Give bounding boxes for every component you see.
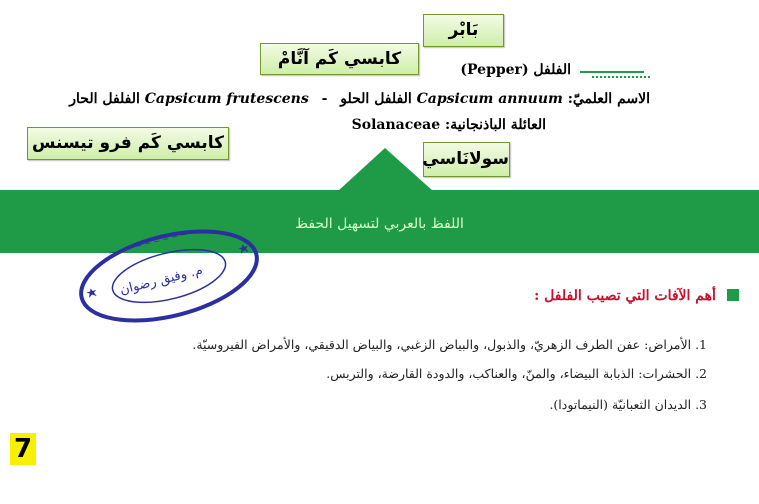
pepper-name-line: الفلفل (Pepper)	[460, 62, 571, 78]
sci-sweet: الفلفل الحلو	[340, 91, 412, 107]
label-kabsi-frutescens: كابسي كَم فرو تيسنس	[27, 127, 229, 160]
band-pointer	[338, 148, 434, 192]
page-number: 7	[10, 433, 36, 465]
list-item: 1. الأمراض: عفن الطرف الزهريّ، والذبول، والبياض الزغبي، والبياض الدقيقي، والأمراض الفيروسيّة.	[192, 337, 707, 352]
svg-text:م. وفيق رضوان: م. وفيق رضوان	[118, 262, 205, 299]
scientific-name-line	[69, 91, 650, 107]
list-item: 3. الديدان الثعبانيّة (النيماتودا).	[549, 397, 707, 412]
green-square-bullet	[727, 289, 739, 301]
sci-hot: الفلفل الحار	[69, 91, 140, 107]
list-item: 2. الحشرات: الذبابة البيضاء، والمنّ، والعناكب، والدودة القارضة، والتربس.	[326, 366, 707, 381]
sci-prefix: الاسم العلميّ:	[567, 91, 650, 107]
section-heading	[534, 285, 739, 304]
svg-text:~ ~ ~ ~ ~ ~ ~ ~ ~ ~: ~ ~ ~ ~ ~ ~ ~ ~ ~ ~	[107, 227, 198, 258]
family-line: العائلة الباذنجانية: Solanaceae	[351, 117, 546, 133]
section-heading-text: أهم الآفات التي تصيب الفلفل :	[534, 288, 716, 304]
sci-frutescens: Capsicum frutescens	[144, 91, 309, 107]
label-babr: بَابْر	[423, 14, 504, 47]
label-solanasi: سولانَاسي	[423, 142, 510, 177]
stamp-seal	[68, 212, 270, 340]
label-kabsi-annum: كابسي كَم آنَّامْ	[260, 43, 419, 75]
connector-line	[580, 71, 644, 73]
band-caption: اللفظ بالعربي لتسهيل الحفظ	[295, 216, 464, 232]
connector-dots	[592, 76, 650, 78]
sci-dash: -	[321, 91, 328, 107]
sci-annum: Capsicum annuum	[416, 91, 563, 107]
